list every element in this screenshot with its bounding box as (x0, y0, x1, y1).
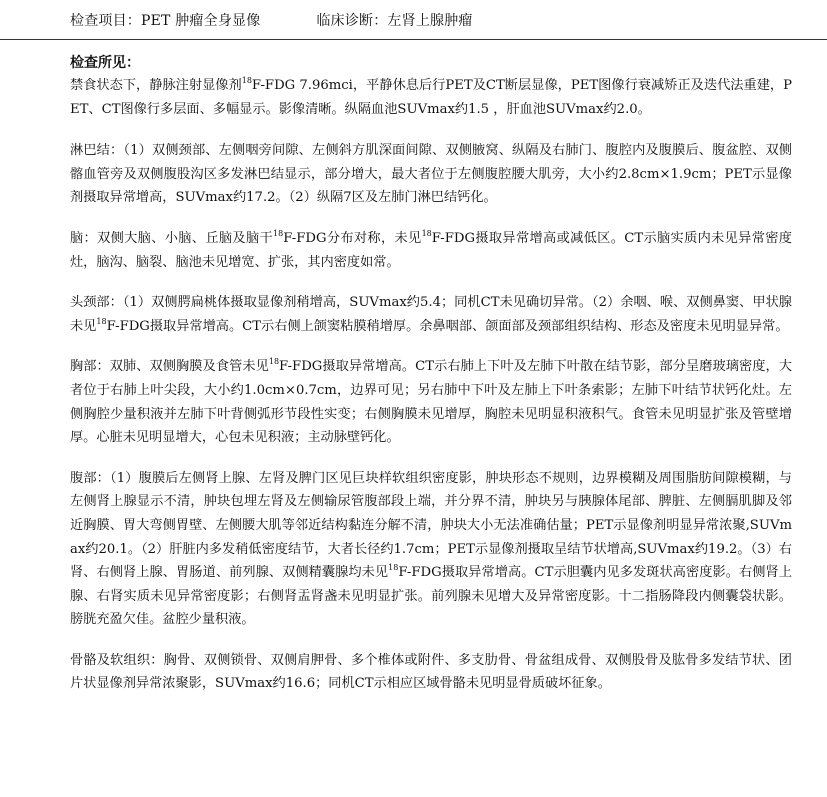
findings-brain-paragraph: 脑：双侧大脑、小脑、丘脑及脑干$^{18}$F-FDG分布对称，未见$^{18}$F-FDG摄取异常增高或减低区。CT示脑实质内未见异常密度灶，脑沟、脑裂、脑池未见增宽、扩张，其内密度如常。 (70, 228, 792, 270)
findings-chest-paragraph: 胸部：双肺、双侧胸膜及食管未见$^{18}$F-FDG摄取异常增高。CT示右肺上下叶及左肺下叶散在结节影，部分呈磨玻璃密度，大者位于右肺上叶尖段，大小约1.0cm×0.7cm，边界可见；另右肺中下叶及左肺上下叶条索影；左肺下叶结节状钙化灶。左侧胸腔少量积液并左肺下叶背侧弧形节段性实变；右侧胸膜未见增厚，胸腔未见明显积液积气。食管未见明显扩张及管壁增厚。心脏未见明显增大，心包未见积液；主动脉壁钙化。 (70, 357, 793, 446)
findings-abdomen-paragraph: 腹部：（1）腹膜后左侧肾上腺、左肾及脾门区见巨块样软组织密度影，肿块形态不规则，边界模糊及周围脂肪间隙模糊，与左侧肾上腺显示不清，肿块包埋左肾及左侧输尿管腹部段上端，并分界不清，肿块另与胰腺体尾部、脾脏、左侧膈肌脚及邻近胸膜、胃大弯侧胃壁、左侧腰大肌等邻近结构黏连分解不清，肿块大小无法准确估量；PET示显像剂明显异常浓聚,SUVmax约20.1。（2）肝脏内多发稍低密度结节，大者长径约1.7cm；PET示显像剂摄取呈结节状增高,SUVmax约19.2。（3）右肾、右侧肾上腺、胃肠道、前列腺、双侧精囊腺均未见$^{18}$F-FDG摄取异常增高。CT示胆囊内见多发斑状高密度影。右侧肾上腺、右肾实质未见异常密度影；右侧肾盂肾盏未见明显扩张。前列腺未见增大及异常密度影。十二指肠降段内侧囊袋状影。膀胱充盈欠佳。盆腔少量积液。 (70, 470, 793, 628)
findings-title: 检查所见： (70, 55, 140, 71)
findings-head-neck-paragraph: 头颈部：（1）双侧腭扁桃体摄取显像剂稍增高，SUVmax约5.4；同机CT未见确切异常。（2）余咽、喉、双侧鼻窦、甲状腺未见$^{18}$F-FDG摄取异常增高。CT示右侧上颌窦粘膜稍增厚。余鼻咽部、颌面部及颈部组织结构、形态及密度未见明显异常。 (70, 295, 792, 334)
findings-bone-paragraph: 骨骼及软组织：胸骨、双侧锁骨、双侧肩胛骨、多个椎体或附件、多支肋骨、骨盆组成骨、双侧股骨及肱骨多发结节状、团片状显像剂异常浓聚影，SUVmax约16.6；同机CT示相应区域骨骼未见明显骨质破坏征象。 (70, 652, 792, 692)
findings-section (70, 52, 792, 713)
clinical-diagnosis-label: 临床诊断：左肾上腺肿瘤 (316, 12, 473, 29)
report-header (0, 0, 827, 40)
findings-lymph-paragraph: 淋巴结：（1）双侧颈部、左侧咽旁间隙、左侧斜方肌深面间隙、双侧腋窝、纵隔及右肺门、腹腔内及腹膜后、腹盆腔、双侧髂血管旁及双侧腹股沟区多发淋巴结显示，部分增大，最大者位于左侧腹腔腰大肌旁，大小约2.8cm×1.9cm；PET示显像剂摄取异常增高，SUVmax约17.2。（2）纵隔7区及左肺门淋巴结钙化。 (70, 143, 792, 206)
findings-general-paragraph: 禁食状态下，静脉注射显像剂$^{18}$F-FDG 7.96mci，平静休息后行PET及CT断层显像，PET图像行衰减矫正及迭代法重建，PET、CT图像行多层面、多幅显示。影像清晰。纵隔血池SUVmax约1.5 ，肝血池SUVmax约2.0。 (70, 76, 792, 117)
exam-item-label: 检查项目：PET 肿瘤全身显像 (70, 12, 261, 29)
